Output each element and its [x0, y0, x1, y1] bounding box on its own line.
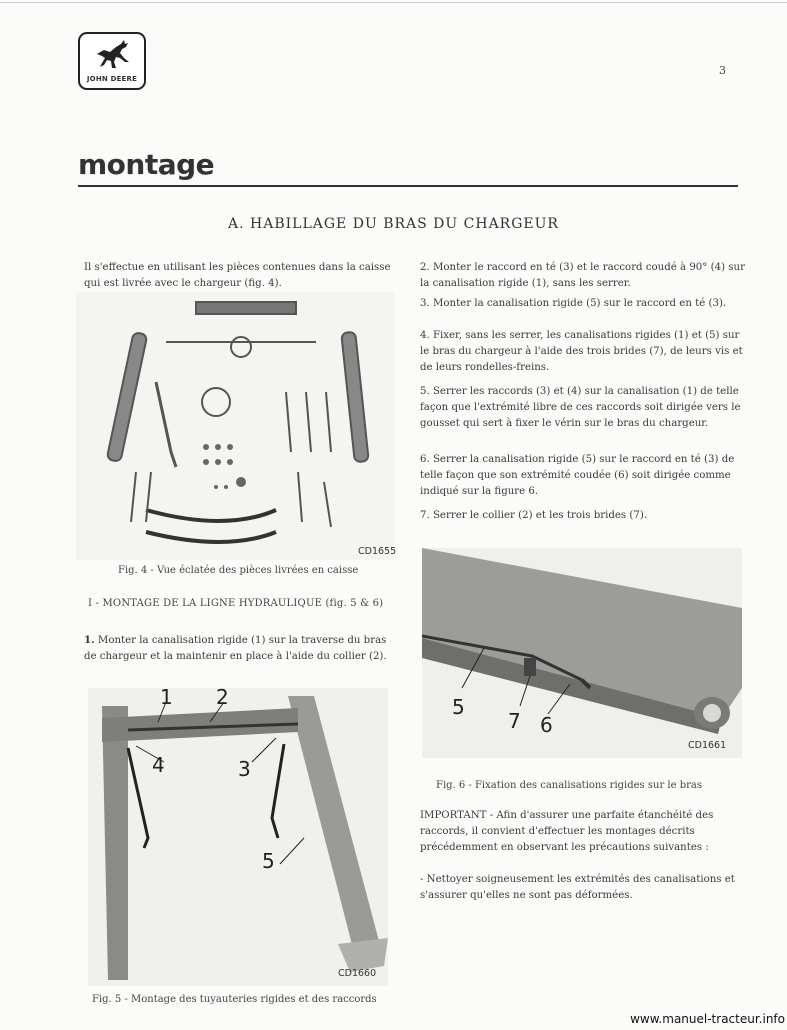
figure-4-caption: Fig. 4 - Vue éclatée des pièces livrées en caisse: [118, 565, 359, 576]
figure-6-caption: Fig. 6 - Fixation des canalisations rigides sur le bras: [436, 780, 702, 791]
figure-4-code: CD1655: [358, 546, 397, 557]
fig5-label-4: 4: [152, 753, 165, 777]
figure-5-code: CD1660: [338, 968, 377, 979]
fig5-label-1: 1: [160, 688, 173, 709]
top-border: [0, 2, 787, 3]
deer-icon: [94, 38, 132, 72]
step-1-number: 1.: [84, 634, 95, 646]
chapter-subtitle: A. HABILLAGE DU BRAS DU CHARGEUR: [228, 216, 559, 232]
fig6-label-5: 5: [452, 695, 465, 719]
john-deere-logo: [78, 32, 146, 90]
step-7: 7. Serrer le collier (2) et les trois brides (7).: [420, 510, 648, 521]
hydraulic-line-heading: I - MONTAGE DE LA LIGNE HYDRAULIQUE (fig. 5 & 6): [88, 598, 384, 609]
fig6-label-7: 7: [508, 709, 521, 733]
intro-paragraph: Il s'effectue en utilisant les pièces contenues dans la caisse qui est livrée avec le chargeur (fig. 4).: [84, 262, 391, 289]
fig6-label-6: 6: [540, 713, 553, 737]
step-4: 4. Fixer, sans les serrer, les canalisations rigides (1) et (5) sur le bras du chargeur à l'aide des trois brides (7), de leurs vis et de leurs rondelles-freins.: [420, 330, 743, 373]
step-2: 2. Monter le raccord en té (3) et le raccord coudé à 90° (4) sur la canalisation rigide (1), sans les serrer.: [420, 262, 745, 289]
logo-brand-text: JOHN DEERE: [86, 75, 138, 83]
figure-6-photo: [422, 548, 742, 758]
fig5-label-3: 3: [238, 757, 251, 781]
step-6: 6. Serrer la canalisation rigide (5) sur le raccord en té (3) de telle façon que son extrémité coudée (6) soit dirigée comme indiqué sur la figure 6.: [420, 454, 735, 497]
site-watermark: www.manuel-tracteur.info: [630, 1012, 785, 1026]
figure-5-photo: [88, 688, 388, 986]
fig5-label-5: 5: [262, 849, 275, 873]
exploded-parts-drawing: [76, 292, 397, 560]
fig5-label-2: 2: [216, 688, 229, 709]
step-5: 5. Serrer les raccords (3) et (4) sur la canalisation (1) de telle façon que l'extrémité libre de ces raccords soit dirigée vers le gousset qui sert à fixer le vérin sur le bras du chargeur.: [420, 386, 741, 429]
figure-4-exploded-view: [76, 292, 397, 560]
step-1-text: Monter la canalisation rigide (1) sur la traverse du bras de chargeur et la maintenir en place à l'aide du collier (2).: [84, 635, 387, 662]
loader-arm-detail-drawing: [422, 548, 742, 758]
step-1: [84, 632, 400, 665]
important-paragraph: IMPORTANT - Afin d'assurer une parfaite étanchéité des raccords, il convient d'effectuer les montages décrits précédemment en observant les précautions suivantes :: [420, 810, 714, 853]
page-number: 3: [719, 64, 726, 77]
figure-6-code: CD1661: [688, 740, 727, 751]
step-3: 3. Monter la canalisation rigide (5) sur le raccord en té (3).: [420, 298, 727, 309]
cleaning-note: - Nettoyer soigneusement les extrémités des canalisations et s'assurer qu'elles ne sont pas déformées.: [420, 874, 735, 901]
loader-arm-frame-drawing: [88, 688, 388, 986]
section-rule: [78, 185, 738, 187]
figure-5-caption: Fig. 5 - Montage des tuyauteries rigides et des raccords: [92, 994, 377, 1005]
section-title: montage: [78, 148, 215, 181]
